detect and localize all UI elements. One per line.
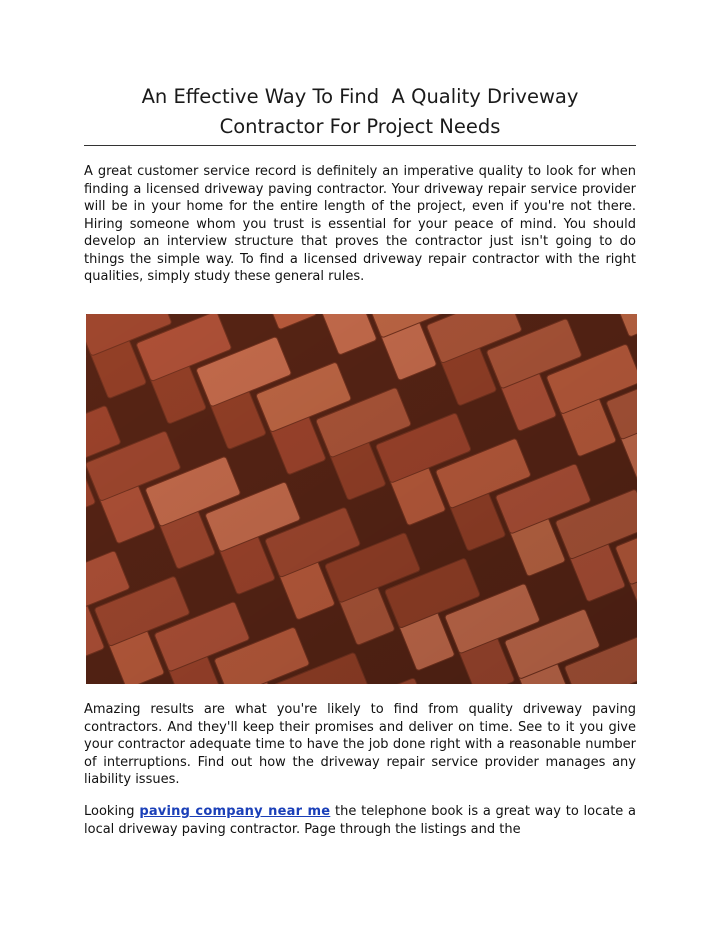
paragraph-looking-rest: the telephone book is a great way to locate a local driveway paving contractor. Page through the listings and the [84, 804, 641, 837]
title-divider [84, 145, 636, 146]
brick-paver-photo [86, 314, 637, 684]
paragraph-intro: A great customer service record is definitely an imperative quality to look for when finding a licensed driveway paving contractor. Your driveway repair service provider will be in your home for the entire length of the project, even if you're not there. Hiring someone whom you trust is essential for your peace of mind. You should develop an interview structure that proves the contractor just isn't going to do things the simple way. To find a licensed driveway repair contractor with the right qualities, simply study these general rules. [84, 164, 636, 284]
brick-paver-herringbone-icon [86, 314, 637, 684]
paragraph-looking [84, 803, 641, 838]
paragraph-results: Amazing results are what you're likely to find from quality driveway paving contractors. And they'll keep their promises and deliver on time. See to it you give your contractor adequate time to have the job done right with a reasonable number of interruptions. Find out how the driveway repair service provider manages any liability issues. [84, 702, 636, 787]
title-line-2: Contractor For Project Needs [219, 115, 501, 138]
paragraph-looking-start: Looking [84, 804, 140, 819]
title-line-1: An Effective Way To Find A Quality Driveway [141, 85, 579, 108]
document-title [84, 82, 636, 142]
paving-company-link[interactable]: paving company near me [139, 804, 331, 819]
